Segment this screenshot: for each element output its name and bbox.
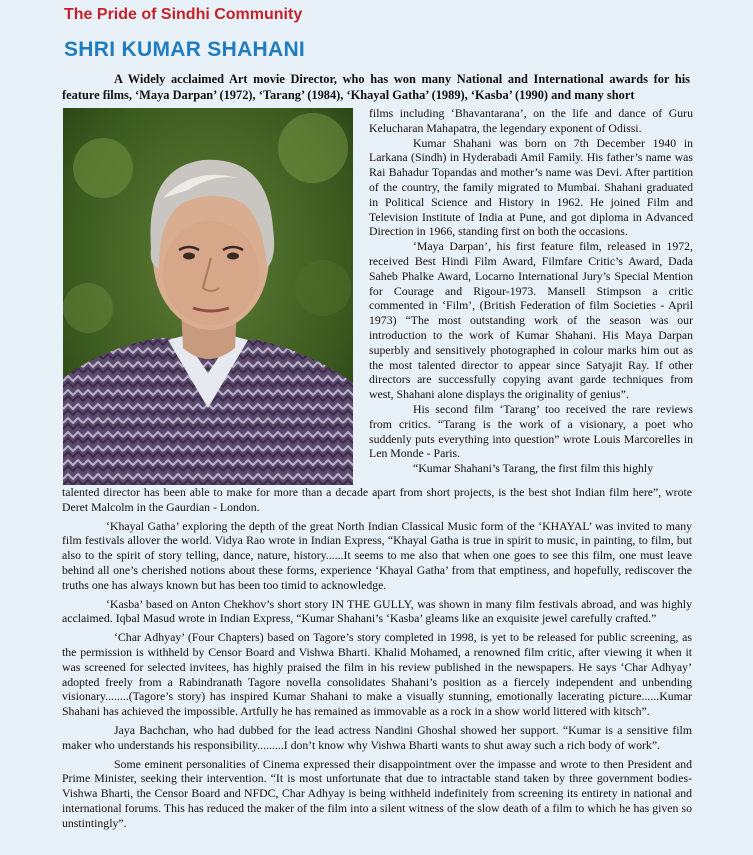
body-paragraph: talented director has been able to make for more than a decade apart from short projects, is the best shot Indian film here”, wrote Deret Malcolm in the Gaurdian - London. <box>62 485 692 514</box>
body-paragraph: ‘Char Adhyay’ (Four Chapters) based on Tagore’s story completed in 1998, is yet to be released for public screening, as the permission is withheld by Censor Board and Vishwa Bharti. Khalid Mohamed, a renowned film critic, after viewing it when it was screened for selected invitees, has highly praised the film in his review published in the newspapers. He says ‘Char Adhyay’ adopted freely from a Rabindranath Tagore novella consolidates Shahani’s position as a fiercely independent and unbending visionary........(Tagore’s story) has inspired Kumar Shahani to make a visually stunning, emotionally lacerating picture......Kumar Shahani has achieved the impossible. Artfully he has remained as immovable as a rock in a show world littered with kitsch”. <box>62 630 692 719</box>
section-kicker: The Pride of Sindhi Community <box>64 6 303 23</box>
body-paragraph: ‘Khayal Gatha’ exploring the depth of the great North Indian Classical Music form of the ‘KHAYAL’ was invited to many film festivals allover the world. Vidya Rao wrote in Indian Express, “Khayal Gatha is true in spirit to music, in painting, to film, but also to the spirit of story telling, dance, nature, history......It seems to me also that when one goes to see this film, one must leave behind all one’s cherished notions about these forms, experience ‘Khayal Gatha’ from that emptiness, and hopefully, rediscover the truths one has always known but has been too timid to acknowledge. <box>62 518 692 592</box>
portrait-icon <box>63 108 353 485</box>
body-paragraph: ‘Kasba’ based on Anton Chekhov’s short story IN THE GULLY, was shown in many film festivals abroad, and was highly acclaimed. Iqbal Masud wrote in Indian Express, “Kumar Shahani’s ‘Kasba’ gleams like an exquisite jewel carefully crafted.” <box>62 596 692 626</box>
side-column <box>369 106 693 476</box>
column-paragraph: ‘Maya Darpan’, his first feature film, released in 1972, received Best Hindi Film Award, Filmfare Critic’s Award, Dada Saheb Phalke Award, Locarno International Jury’s Special Mention for Courage and Rigour-1973. Mansell Stimpson a critic commented in ‘Film’, (British Federation of film Societies - April 1973) “The most outstanding work of the season was our introduction to the work of Kumar Shahani. His Maya Darpan superbly and sensitively photographed in colour marks him out as the most talented director to appear since Satyajit Ray. If other directors are successfully copying avant garde techniques from west, Shahani alone displays the originality of genius”. <box>369 239 693 402</box>
full-width-body <box>62 485 692 831</box>
column-paragraph: Kumar Shahani was born on 7th December 1940 in Larkana (Sindh) in Hyderabadi Amil Family. His father’s name was Rai Bahadur Topandas and mother’s name was Devi. After partition of the country, the family migrated to Mumbai. Shahani graduated in Political Science and History in 1962. He joined Film and Television Institute of India at Pune, and got diploma in Advanced Direction in 1966, standing first on both the occasions. <box>369 135 693 239</box>
column-paragraph: films including ‘Bhavantarana’, on the life and dance of Guru Kelucharan Mahapatra, the legendary exponent of Odissi. <box>369 106 693 135</box>
body-paragraph: Jaya Bachchan, who had dubbed for the lead actress Nandini Ghoshal showed her support. “Kumar is a sensitive film maker who understands his responsibility.........I don’t know why Vishwa Bharti wants to shut away such a rich body of work”. <box>62 722 692 752</box>
portrait-photo <box>63 108 353 485</box>
article-title: SHRI KUMAR SHAHANI <box>64 38 306 61</box>
column-paragraph: His second film ‘Tarang’ too received the rare reviews from critics. “Tarang is the work of a visionary, a poet who suddenly puts everything into question” wrote Louis Marcorelles in Len Monde - Paris. <box>369 401 693 461</box>
lead-paragraph: A Widely acclaimed Art movie Director, who has won many National and International awards for his feature films, ‘Maya Darpan’ (1972), ‘Tarang’ (1984), ‘Khayal Gatha’ (1989), ‘Kasba’ (1990) and many short <box>62 72 690 102</box>
column-paragraph: “Kumar Shahani’s Tarang, the first film this highly <box>413 461 654 476</box>
body-paragraph: Some eminent personalities of Cinema expressed their disappointment over the impasse and wrote to then President and Prime Minister, seeking their intervention. “It is most unfortunate that due to intractable stand taken by three government bodies-Vishwa Bharti, the Censor Board and NFDC, Char Adhyay is being withheld indefinitely from screening its entirety in national and international forums. This has reduced the maker of the film into a silent witness of the slow death of a film to which he has given so unstintingly”. <box>62 756 692 830</box>
